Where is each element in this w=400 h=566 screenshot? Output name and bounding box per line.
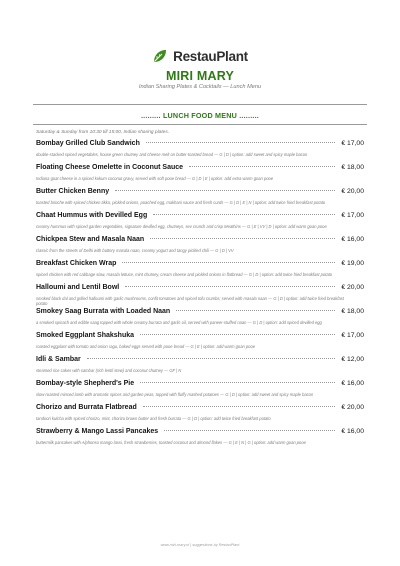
menu-item (36, 164, 364, 188)
divider-section (33, 124, 367, 125)
section-title: ......... LUNCH FOOD MENU ......... (140, 111, 259, 120)
dot-leader (140, 334, 335, 335)
menu-item-name: Bombay Grilled Club Sandwich (36, 140, 140, 147)
menu-item-price: € 16,00 (341, 380, 364, 387)
dot-leader (140, 382, 335, 383)
leaf-icon (152, 48, 168, 64)
dot-leader (115, 190, 335, 191)
menu-item-row (36, 380, 364, 390)
menu-item-name: Chickpea Stew and Masala Naan (36, 236, 145, 243)
menu-item (36, 188, 364, 212)
dot-leader (164, 430, 335, 431)
dot-leader (176, 310, 335, 311)
menu-item (36, 332, 364, 356)
menu-item-description: buttermilk pancakes with Alphonso mango lassi, fresh strawberries, toasted coconut and almond flakes — G | E | N | G | option: add warm goan pooe (36, 440, 306, 445)
menu-item-name: Bombay-style Shepherd's Pie (36, 380, 135, 387)
brand-name: RestauPlant (173, 48, 248, 64)
menu-item-list (36, 140, 364, 452)
menu-item (36, 380, 364, 404)
menu-item-price: € 19,00 (341, 260, 364, 267)
menu-item-price: € 20,00 (341, 188, 364, 195)
menu-item-row (36, 428, 364, 438)
menu-item-row (36, 260, 364, 270)
menu-item-price: € 17,00 (341, 140, 364, 147)
menu-item-description: slow-roasted minced lamb with aromatic spices and garden peas, topped with fluffy mashed potatoes — G | D | option: add sweet and spicy maple bacon (36, 392, 314, 397)
menu-item-row (36, 140, 364, 150)
menu-item-description: smoked black dal and grilled halloumi with garlic mushrooms, confit tomatoes and spiced tofu crumbs; served with masala naan — G | D | option: add twice fried breakfast potato (36, 296, 344, 307)
menu-item (36, 212, 364, 236)
menu-item (36, 428, 364, 452)
menu-item-name: Chaat Hummus with Devilled Egg (36, 212, 148, 219)
menu-item-row (36, 356, 364, 366)
section-intro: Saturday & Sunday from 10:30 till 15:00, Indian sharing plates. (36, 130, 170, 135)
menu-item-row (36, 188, 364, 198)
menu-item (36, 236, 364, 260)
menu-item (36, 404, 364, 428)
menu-item-row (36, 164, 364, 174)
menu-item (36, 260, 364, 284)
brand-logo (0, 47, 400, 65)
menu-item-name: Butter Chicken Benny (36, 188, 110, 195)
menu-item-row (36, 308, 364, 318)
menu-item-description: Indiana goat cheese in a spiced kokum coconut gravy, served with soft pooe bread — G | D | E | option: add extra warm goan pooe (36, 176, 274, 181)
menu-item-name: Strawberry & Mango Lassi Pancakes (36, 428, 159, 435)
menu-item-price: € 17,00 (341, 332, 364, 339)
menu-item-row (36, 404, 364, 414)
menu-item-description: toasted brioche with spiced chicken tikka, pickled onions, poached egg, makhani sauce and fresh curds — G | D | E | N | option: add twice fried breakfast potato (36, 200, 326, 205)
menu-item-price: € 20,00 (341, 284, 364, 291)
menu-item-price: € 17,00 (341, 212, 364, 219)
menu-item (36, 284, 364, 308)
menu-item-price: € 18,00 (341, 308, 364, 315)
menu-item-row (36, 212, 364, 222)
menu-item (36, 140, 364, 164)
menu-item (36, 356, 364, 380)
divider-top (33, 104, 367, 105)
menu-item-description: roasted eggplant with tomato and onion ragu, baked eggs served with pooe bread — G | E | option: add warm goan pooe (36, 344, 256, 349)
menu-item-name: Chorizo and Burrata Flatbread (36, 404, 137, 411)
restaurant-name: MIRI MARY (166, 69, 234, 83)
menu-item-price: € 16,00 (341, 236, 364, 243)
menu-item (36, 308, 364, 332)
menu-item-row (36, 332, 364, 342)
dot-leader (87, 358, 336, 359)
menu-item-description: a smoked spinach and edible saag topped with whole creamy burrata and garlic oil, served with paneer-stuffed naan — G | D | option: add spiced devilled egg (36, 320, 322, 325)
footer-text: www.miri-mary.nl | suggestions by RestauPlant (160, 543, 240, 547)
menu-item-description: steamed rice cakes with sambar (rich lentil stew) and coconut chutney — GF | N (36, 368, 182, 373)
menu-item-name: Halloumi and Lentil Bowl (36, 284, 120, 291)
menu-item-name: Smoked Eggplant Shakshuka (36, 332, 135, 339)
menu-item-description: spiced chicken with red cabbage slaw, masala lettuce, mint chutney, cream cheese and pickled onions in flatbread — G | D | option: add twice fried breakfast potato (36, 272, 333, 277)
menu-item-name: Smokey Saag Burrata with Loaded Naan (36, 308, 171, 315)
dot-leader (125, 286, 335, 287)
menu-item-price: € 16,00 (341, 428, 364, 435)
dot-leader (146, 142, 335, 143)
menu-item-description: classic from the streets of Delhi with buttery masala naan, creamy yogurt and tangy pickled chili — G | D | VV (36, 248, 234, 253)
menu-item-description: tandoori kulcha with spiced chorizo, mint, chorizo brown butter and fresh burrata — G | D | option: add twice fried breakfast potato (36, 416, 271, 421)
dot-leader (150, 238, 335, 239)
dot-leader (122, 262, 335, 263)
menu-item-row (36, 236, 364, 246)
menu-item-name: Floating Cheese Omelette in Coconut Sauce (36, 164, 184, 171)
menu-item-price: € 20,00 (341, 404, 364, 411)
restaurant-subtitle: Indian Sharing Plates & Cocktails — Lunch Menu (138, 84, 262, 90)
dot-leader (153, 214, 335, 215)
menu-item-name: Idli & Sambar (36, 356, 81, 363)
dot-leader (143, 406, 336, 407)
dot-leader (189, 166, 335, 167)
menu-item-price: € 18,00 (341, 164, 364, 171)
menu-item-row (36, 284, 364, 294)
menu-item-price: € 12,00 (341, 356, 364, 363)
menu-item-name: Breakfast Chicken Wrap (36, 260, 117, 267)
menu-item-description: double-stacked spiced vegetables, house green chutney and cheese melt on butter-toasted bread — G | D | option: add sweet and spicy maple bacon (36, 152, 308, 157)
menu-item-description: creamy hummus with spiced garden vegetables, signature devilled egg, chutneys, sev crunch and crisp Meathins — G | E | VV | D | option: add warm goan pooe (36, 224, 327, 229)
